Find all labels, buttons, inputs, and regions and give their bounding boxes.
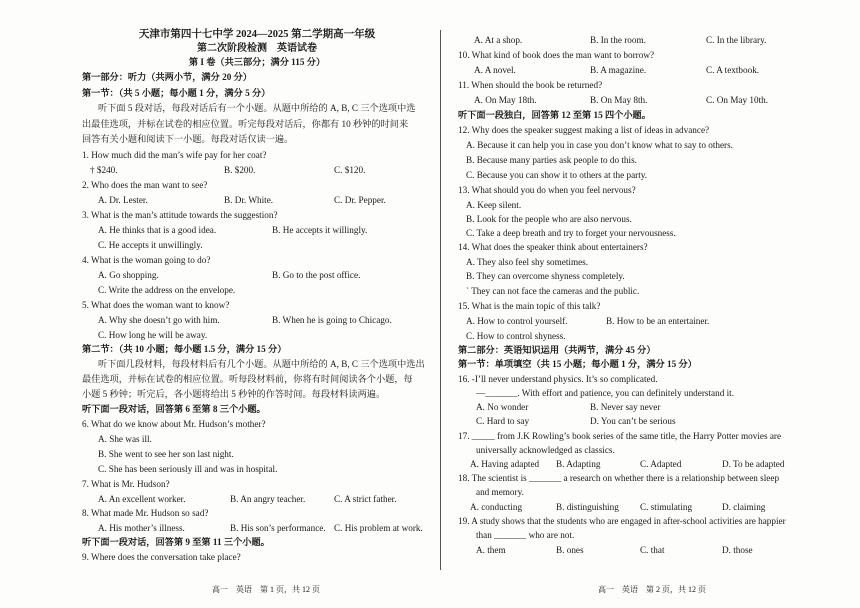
q2-option-c: C. Dr. Pepper. bbox=[334, 195, 386, 205]
q14-option-b: B. They can overcome shyness completely. bbox=[466, 271, 625, 281]
q13-option-c: C. Take a deep breath and try to forget your nervousness. bbox=[466, 228, 676, 238]
question-13: 13. What should you do when you feel nervous? bbox=[458, 185, 636, 195]
q16-option-a: A. No wonder bbox=[476, 402, 529, 412]
q8-option-b: B. His son’s performance. bbox=[230, 523, 326, 533]
section21-heading: 第一节：单项填空（共 15 小题；每小题 1 分，满分 15 分） bbox=[458, 359, 697, 369]
listen-12-15-heading: 听下面一段独白，回答第 12 至第 15 四个小题。 bbox=[458, 110, 651, 120]
q16-option-c: C. Hard to say bbox=[476, 416, 530, 426]
left-page-footer: 高一 英语 第 1 页，共 12 页 bbox=[212, 585, 320, 594]
q1-option-a: † $240. bbox=[90, 165, 118, 175]
q19-option-b: B. ones bbox=[556, 545, 584, 555]
q5-option-c: C. How long he will be away. bbox=[98, 330, 208, 340]
q5-option-b: B. When he is going to Chicago. bbox=[272, 315, 392, 325]
q6-option-a: A. She was ill. bbox=[98, 434, 152, 444]
q4-option-a: A. Go shopping. bbox=[98, 270, 159, 280]
listen-9-11-heading: 听下面一段对话，回答第 9 至第 11 三个小题。 bbox=[82, 537, 270, 547]
q2-option-b: B. Dr. White. bbox=[224, 195, 274, 205]
q7-option-a: A. An excellent worker. bbox=[98, 494, 186, 504]
q6-option-c: C. She has been seriously ill and was in hospital. bbox=[98, 464, 278, 474]
q13-option-a: A. Keep silent. bbox=[466, 200, 522, 210]
q19-line2: than _______ who are not. bbox=[476, 530, 575, 540]
exam-subtitle: 第二次阶段检测 英语试卷 bbox=[197, 43, 317, 54]
question-3: 3. What is the man’s attitude towards the suggestion? bbox=[82, 210, 278, 220]
question-15: 15. What is the main topic of this talk? bbox=[458, 301, 601, 311]
q4-option-c: C. Write the address on the envelope. bbox=[98, 285, 236, 295]
q14-option-a: A. They also feel shy sometimes. bbox=[466, 257, 589, 267]
q8-option-a: A. His mother’s illness. bbox=[98, 523, 185, 533]
part2-heading: 第二部分：英语知识运用（共两节，满分 45 分） bbox=[458, 345, 656, 355]
q18-option-b: B. distinguishing bbox=[556, 502, 619, 512]
q16-option-b: B. Never say never bbox=[590, 402, 661, 412]
section2-instructions-line1: 听下面几段材料，每段材料后有几个小题。从题中所给的 A, B, C 三个选项中选出 bbox=[98, 359, 425, 369]
q19-option-a: A. them bbox=[476, 545, 506, 555]
q14-option-c: ˋ They can not face the cameras and the public. bbox=[466, 286, 640, 296]
q12-option-b: B. Because many parties ask people to do this. bbox=[466, 155, 637, 165]
section1-heading: 第一节：（共 5 小题；每小题 1 分，满分 5 分） bbox=[82, 88, 271, 98]
q9-option-a: A. At a shop. bbox=[474, 35, 523, 45]
q7-option-c: C. A strict father. bbox=[334, 494, 397, 504]
q3-option-c: C. He accepts it unwillingly. bbox=[98, 240, 203, 250]
q10-option-c: C. A textbook. bbox=[706, 65, 760, 75]
q16-line2: —_______. With effort and patience, you can definitely understand it. bbox=[476, 388, 735, 398]
q12-option-c: C. Because you can show it to others at the party. bbox=[466, 170, 648, 180]
q8-option-c: C. His problem at work. bbox=[334, 523, 423, 533]
q18-line2: and memory. bbox=[476, 487, 524, 497]
q19-option-d: D. those bbox=[722, 545, 753, 555]
q15-option-c: C. How to control shyness. bbox=[466, 331, 566, 341]
section1-instructions-line3: 回答有关小题和阅读下一小题。每段对话仅读一遍。 bbox=[82, 134, 294, 144]
q16-option-d: D. You can’t be serious bbox=[590, 416, 676, 426]
q13-option-b: B. Look for the people who are also nervous. bbox=[466, 214, 632, 224]
q12-option-a: A. Because it can help you in case you don’t know what to say to others. bbox=[466, 140, 733, 150]
q17-option-d: D. To be adapted bbox=[722, 459, 785, 469]
question-16: 16. -I’ll never understand physics. It’s so complicated. bbox=[458, 374, 658, 384]
q10-option-b: B. A magazine. bbox=[590, 65, 647, 75]
q3-option-a: A. He thinks that is a good idea. bbox=[98, 225, 217, 235]
q9-option-c: C. In the library. bbox=[706, 35, 767, 45]
q11-option-a: A. On May 18th. bbox=[474, 95, 537, 105]
q19-option-c: C. that bbox=[640, 545, 665, 555]
question-6: 6. What do we know about Mr. Hudson’s mother? bbox=[82, 419, 266, 429]
q18-option-c: C. stimulating bbox=[640, 502, 693, 512]
q11-option-c: C. On May 10th. bbox=[706, 95, 769, 105]
q17-option-c: C. Adapted bbox=[640, 459, 682, 469]
question-5: 5. What does the woman want to know? bbox=[82, 300, 230, 310]
page-divider bbox=[440, 30, 441, 570]
question-17: 17. _____ from J.K Rowling’s book series of the same title, the Harry Potter movies are bbox=[458, 431, 782, 441]
q2-option-a: A. Dr. Lester. bbox=[98, 195, 148, 205]
section2-instructions-line3: 小题 5 秒钟；听完后，各小题将给出 5 秒钟的作答时间。每段材料读两遍。 bbox=[82, 389, 386, 399]
section1-instructions-line1: 听下面 5 段对话，每段对话后有一个小题。从题中所给的 A, B, C 三个选项中选 bbox=[98, 103, 416, 113]
q15-option-a: A. How to control yourself. bbox=[466, 316, 568, 326]
q18-option-d: D. claiming bbox=[722, 502, 766, 512]
exam-title: 天津市第四十七中学 2024—2025 第二学期高一年级 bbox=[138, 29, 376, 40]
question-11: 11. When should the book be returned? bbox=[458, 80, 603, 90]
q18-option-a: A. conducting bbox=[470, 502, 523, 512]
q4-option-b: B. Go to the post office. bbox=[272, 270, 361, 280]
listen-6-8-heading: 听下面一段对话，回答第 6 至第 8 三个小题。 bbox=[82, 404, 266, 414]
q17-option-a: A. Having adapted bbox=[470, 459, 540, 469]
question-19: 19. A study shows that the students who are engaged in after-school activities are happier bbox=[458, 516, 786, 526]
q6-option-b: B. She went to see her son last night. bbox=[98, 449, 234, 459]
part1-heading: 第一部分：听力（共两小节，满分 20 分） bbox=[82, 72, 252, 82]
q11-option-b: B. On May 8th. bbox=[590, 95, 648, 105]
q3-option-b: B. He accepts it willingly. bbox=[272, 225, 368, 235]
q17-line2: universally acknowledged as classics. bbox=[476, 445, 615, 455]
q5-option-a: A. Why she doesn’t go with him. bbox=[98, 315, 220, 325]
question-14: 14. What does the speaker think about entertainers? bbox=[458, 242, 648, 252]
question-8: 8. What made Mr. Hudson so sad? bbox=[82, 508, 209, 518]
q1-option-c: C. $120. bbox=[334, 165, 366, 175]
question-2: 2. Who does the man want to see? bbox=[82, 180, 208, 190]
question-1: 1. How much did the man’s wife pay for her coat? bbox=[82, 150, 267, 160]
question-12: 12. Why does the speaker suggest making a list of ideas in advance? bbox=[458, 125, 710, 135]
question-9: 9. Where does the conversation take place? bbox=[82, 552, 241, 562]
section2-instructions-line2: 最佳选项，并标在试卷的相应位置。听每段材料前，你将有时间阅读各个小题，每 bbox=[82, 374, 413, 384]
volume-heading: 第 I 卷（共三部分；满分 115 分） bbox=[188, 57, 326, 67]
question-7: 7. What is Mr. Hudson? bbox=[82, 479, 170, 489]
question-4: 4. What is the woman going to do? bbox=[82, 255, 211, 265]
question-18: 18. The scientist is _______ a research on whether there is a relationship between sleep bbox=[458, 473, 780, 483]
q7-option-b: B. An angry teacher. bbox=[230, 494, 306, 504]
right-page-footer: 高一 英语 第 2 页，共 12 页 bbox=[598, 585, 706, 594]
q10-option-a: A. A novel. bbox=[474, 65, 516, 75]
section1-instructions-line2: 出最佳选项，并标在试卷的相应位置。听完每段对话后，你都有 10 秒钟的时间来 bbox=[82, 119, 409, 129]
q15-option-b: B. How to be an entertainer. bbox=[606, 316, 710, 326]
q17-option-b: B. Adapting bbox=[556, 459, 601, 469]
q1-option-b: B. $200. bbox=[224, 165, 256, 175]
section2-heading: 第二节：（共 10 小题；每小题 1.5 分，满分 15 分） bbox=[82, 344, 287, 354]
question-10: 10. What kind of book does the man want to borrow? bbox=[458, 50, 655, 60]
q9-option-b: B. In the room. bbox=[590, 35, 646, 45]
